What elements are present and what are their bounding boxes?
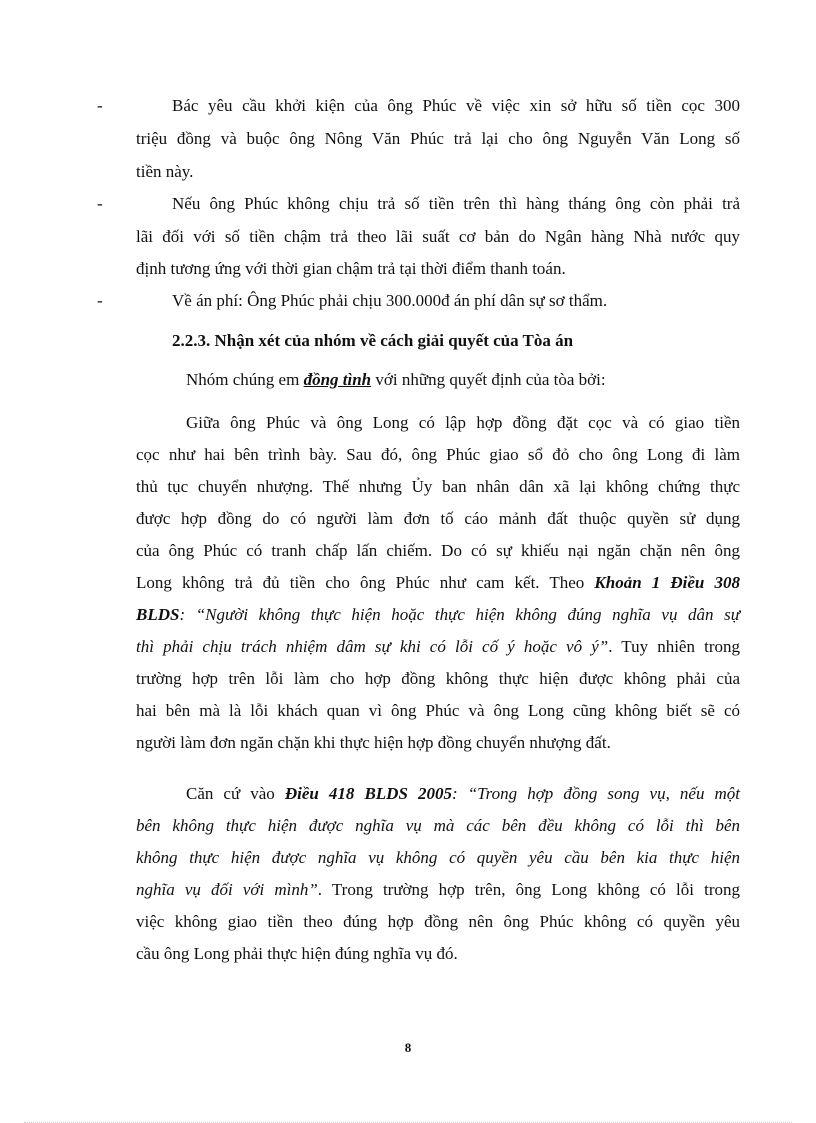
para1-line-2: cọc như hai bên trình bày. Sau đó, ông Phúc giao sổ đỏ cho ông Long đi làm (136, 445, 740, 464)
legal-quote: : “Trong hợp đồng song vụ, nếu một (451, 784, 740, 803)
legal-reference: BLDS (136, 605, 180, 624)
para2-line-2: bên không thực hiện được nghĩa vụ mà các bên đều không có lỗi thì bên (136, 816, 740, 835)
bullet-1-line-3: tiền này. (136, 162, 194, 181)
para2-line-6: cầu ông Long phải thực hiện đúng nghĩa vụ đó. (136, 944, 458, 963)
legal-quote: : “Người không thực hiện hoặc thực hiện không đúng nghĩa vụ dân sự (179, 605, 740, 624)
para2-line-1 (186, 784, 740, 804)
intro-pre: Nhóm chúng em (186, 370, 304, 389)
para1-line-6 (136, 573, 740, 593)
intro-post: với những quyết định của tòa bởi: (371, 370, 606, 389)
bullet-1-line-2: triệu đồng và buộc ông Nông Văn Phúc trả lại cho ông Nguyễn Văn Long số (136, 129, 740, 148)
para1-line-9: trường hợp trên lỗi làm cho hợp đồng không thực hiện được không phải của (136, 669, 740, 688)
para1-line-5: của ông Phúc có tranh chấp lấn chiếm. Do có sự khiếu nại ngăn chặn nên ông (136, 541, 740, 560)
page-number: 8 (404, 1040, 412, 1055)
legal-quote: nghĩa vụ đối với mình” (136, 880, 318, 899)
bullet-1-line-1: Bác yêu cầu khởi kiện của ông Phúc về việc xin sở hữu số tiền cọc 300 (172, 96, 740, 115)
bullet-3-line-1: Về án phí: Ông Phúc phải chịu 300.000đ án phí dân sự sơ thẩm. (172, 291, 608, 310)
para2-line-3: không thực hiện được nghĩa vụ không có quyền yêu cầu bên kia thực hiện (136, 848, 740, 867)
para2-line-4 (136, 880, 740, 900)
para1-line-11: người làm đơn ngăn chặn khi thực hiện hợp đồng chuyển nhượng đất. (136, 733, 611, 752)
para2-line-1-text: Căn cứ vào (186, 784, 285, 803)
para1-line-10: hai bên mà là lỗi khách quan vì ông Phúc và ông Long cũng không biết sẽ có (136, 701, 740, 720)
legal-reference: Điều 418 BLDS 2005 (284, 784, 452, 803)
para1-line-8 (136, 637, 740, 657)
legal-quote: thì phải chịu trách nhiệm dâm sự khi có lỗi cố ý hoặc vô ý” (136, 637, 609, 656)
intro-line (186, 370, 740, 390)
bullet-2-line-1: Nếu ông Phúc không chịu trả số tiền trên thì hàng tháng ông còn phải trả (172, 194, 740, 213)
para1-line-3: thủ tục chuyển nhượng. Thế nhưng Ủy ban nhân dân xã lại không chứng thực (136, 477, 740, 496)
section-heading: 2.2.3. Nhận xét của nhóm về cách giải quyết của Tòa án (172, 331, 574, 350)
para2-line-5: việc không giao tiền theo đúng hợp đồng nên ông Phúc không có quyền yêu (136, 912, 740, 931)
bullet-2-line-2: lãi đối với số tiền chậm trả theo lãi suất cơ bản do Ngân hàng Nhà nước quy (136, 227, 740, 246)
para2-line-4-text: . Trong trường hợp trên, ông Long không có lỗi trong (317, 880, 740, 899)
para1-line-7 (136, 605, 740, 625)
bullet-2-line-3: định tương ứng với thời gian chậm trả tại thời điểm thanh toán. (136, 259, 566, 278)
bullet-dash: - (97, 194, 103, 213)
legal-reference: Khoản 1 Điều 308 (594, 573, 740, 592)
para1-line-8-text: . Tuy nhiên trong (608, 637, 740, 656)
bullet-dash: - (97, 291, 103, 310)
para1-line-4: được hợp đồng do có người làm đơn tố cáo mảnh đất thuộc quyền sử dụng (136, 509, 740, 528)
para1-line-6-text: Long không trả đủ tiền cho ông Phúc như cam kết. Theo (136, 573, 595, 592)
para1-line-1: Giữa ông Phúc và ông Long có lập hợp đồng đặt cọc và có giao tiền (186, 413, 740, 432)
bullet-dash: - (97, 96, 103, 115)
intro-emphasis: đồng tình (303, 370, 372, 389)
